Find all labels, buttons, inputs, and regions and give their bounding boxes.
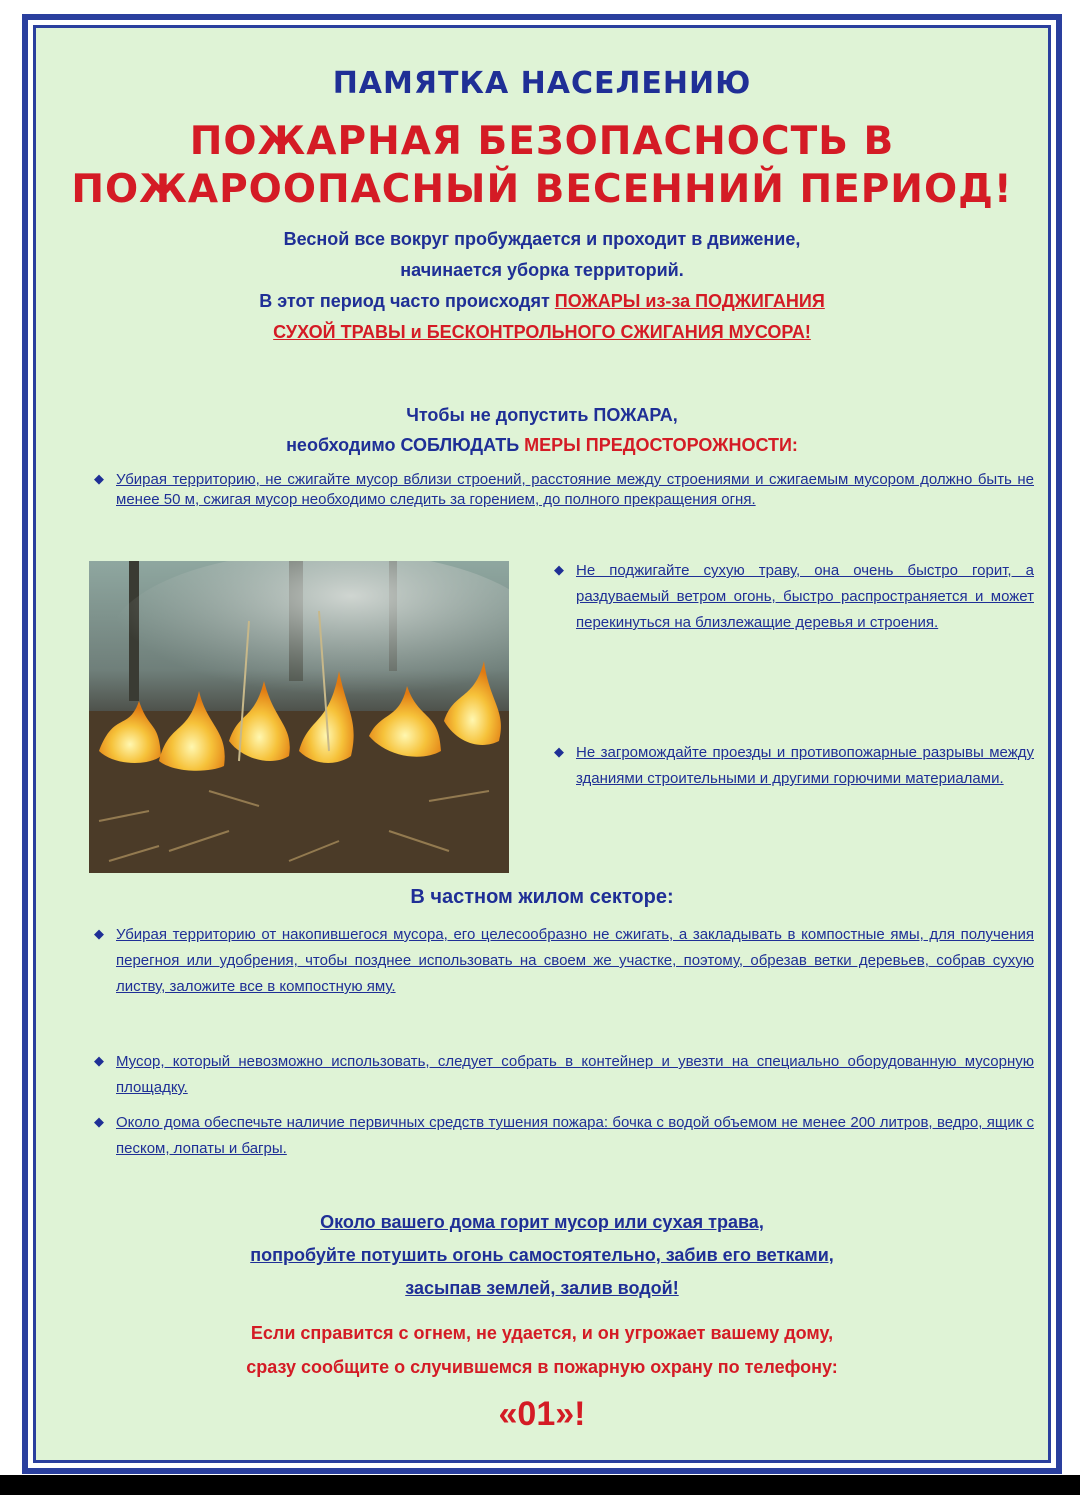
bullet-text: Не поджигайте сухую траву, она очень быстро горит, а раздуваемый ветром огонь, быстро распространяется и может перекинуться на близлежащие деревья и строения. — [576, 562, 1034, 631]
precautions-line-2-prefix: необходимо СОБЛЮДАТЬ — [286, 435, 525, 455]
private-sector-heading: В частном жилом секторе: — [410, 886, 674, 908]
screen-bottom-bar — [0, 1475, 1080, 1495]
bullet-item — [94, 922, 1034, 1000]
diamond-bullet-icon: ◆ — [94, 472, 104, 487]
precautions-line-1: Чтобы не допустить ПОЖАРА, — [406, 405, 678, 425]
bullet-text: Не загромождайте проезды и противопожарные разрывы между зданиями строительными и другими горючими материалами. — [576, 744, 1034, 787]
bullet-text: Мусор, который невозможно использовать, следует собрать в контейнер и увезти на специально оборудованную мусорную площадку. — [116, 1053, 1034, 1096]
precautions-heading — [46, 400, 1038, 460]
fire-illustration — [89, 561, 509, 873]
diamond-bullet-icon: ◆ — [94, 1054, 104, 1069]
headline-line-2: ПОЖАРООПАСНЫЙ ВЕСЕННИЙ ПЕРИОД! — [71, 167, 1013, 212]
diamond-bullet-icon: ◆ — [554, 563, 564, 578]
diamond-bullet-icon: ◆ — [94, 1115, 104, 1130]
intro-line-2: начинается уборка территорий. — [400, 260, 684, 280]
intro-line-3-highlight: ПОЖАРЫ из-за ПОДЖИГАНИЯ — [554, 291, 825, 311]
diamond-bullet-icon: ◆ — [94, 927, 104, 942]
intro-line-3-prefix: В этот период часто происходят — [259, 291, 555, 311]
intro-line-3 — [56, 286, 1028, 317]
advice-line-1: Около вашего дома горит мусор или сухая трава, — [320, 1212, 764, 1232]
final-line-2: сразу сообщите о случившемся в пожарную охрану по телефону: — [246, 1357, 838, 1377]
precautions-line-2-highlight: МЕРЫ ПРЕДОСТОРОЖНОСТИ: — [524, 435, 798, 455]
frame-inner-border — [33, 25, 1051, 1463]
intro-line-4: СУХОЙ ТРАВЫ и БЕСКОНТРОЛЬНОГО СЖИГАНИЯ МУСОРА! — [273, 322, 811, 342]
poster-frame — [22, 14, 1062, 1474]
headline-line-1: ПОЖАРНАЯ БЕЗОПАСНОСТЬ В — [189, 119, 895, 164]
final-line-1: Если справится с огнем, не удается, и он угрожает вашему дому, — [250, 1323, 834, 1343]
bullet-text: Около дома обеспечьте наличие первичных средств тушения пожара: бочка с водой объемом не менее 200 литров, ведро, ящик с песком, лопаты и багры. — [116, 1114, 1034, 1157]
frame-white-border — [28, 20, 1056, 1468]
grass-fire-photo — [89, 561, 509, 873]
precautions-line-2 — [46, 430, 1038, 460]
emergency-call-instruction — [56, 1316, 1028, 1384]
bullet-item — [94, 1110, 1034, 1162]
intro-line-1: Весной все вокруг пробуждается и проходит в движение, — [283, 229, 801, 249]
poster-headline — [36, 118, 1048, 214]
advice-line-3: засыпав землей, залив водой! — [405, 1278, 679, 1298]
bullet-text: Убирая территорию, не сжигайте мусор вблизи строений, расстояние между строениями и сжигаемым мусором должно быть не менее 50 м, сжигая мусор необходимо следить за горением, до полного прекращения огня. — [116, 471, 1034, 508]
bullet-text: Убирая территорию от накопившегося мусора, его целесообразно не сжигать, а закладывать в компостные ямы, для получения перегноя или удобрения, чтобы позднее использовать на своем же участке, поэтому, обрезав ветки деревьев, собрав сухую листву, заложите все в компостную яму. — [116, 926, 1034, 995]
emergency-phone-number: «01»! — [498, 1395, 586, 1433]
bullet-item — [94, 1049, 1034, 1101]
bullet-item — [554, 740, 1034, 792]
self-extinguish-advice — [66, 1206, 1018, 1305]
diamond-bullet-icon: ◆ — [554, 745, 564, 760]
advice-line-2: попробуйте потушить огонь самостоятельно, забив его ветками, — [250, 1245, 834, 1265]
intro-paragraph — [56, 224, 1028, 348]
poster-sheet — [36, 28, 1048, 1460]
poster-title: ПАМЯТКА НАСЕЛЕНИЮ — [332, 66, 752, 101]
bullet-item — [554, 558, 1034, 636]
bullet-item — [94, 470, 1034, 510]
